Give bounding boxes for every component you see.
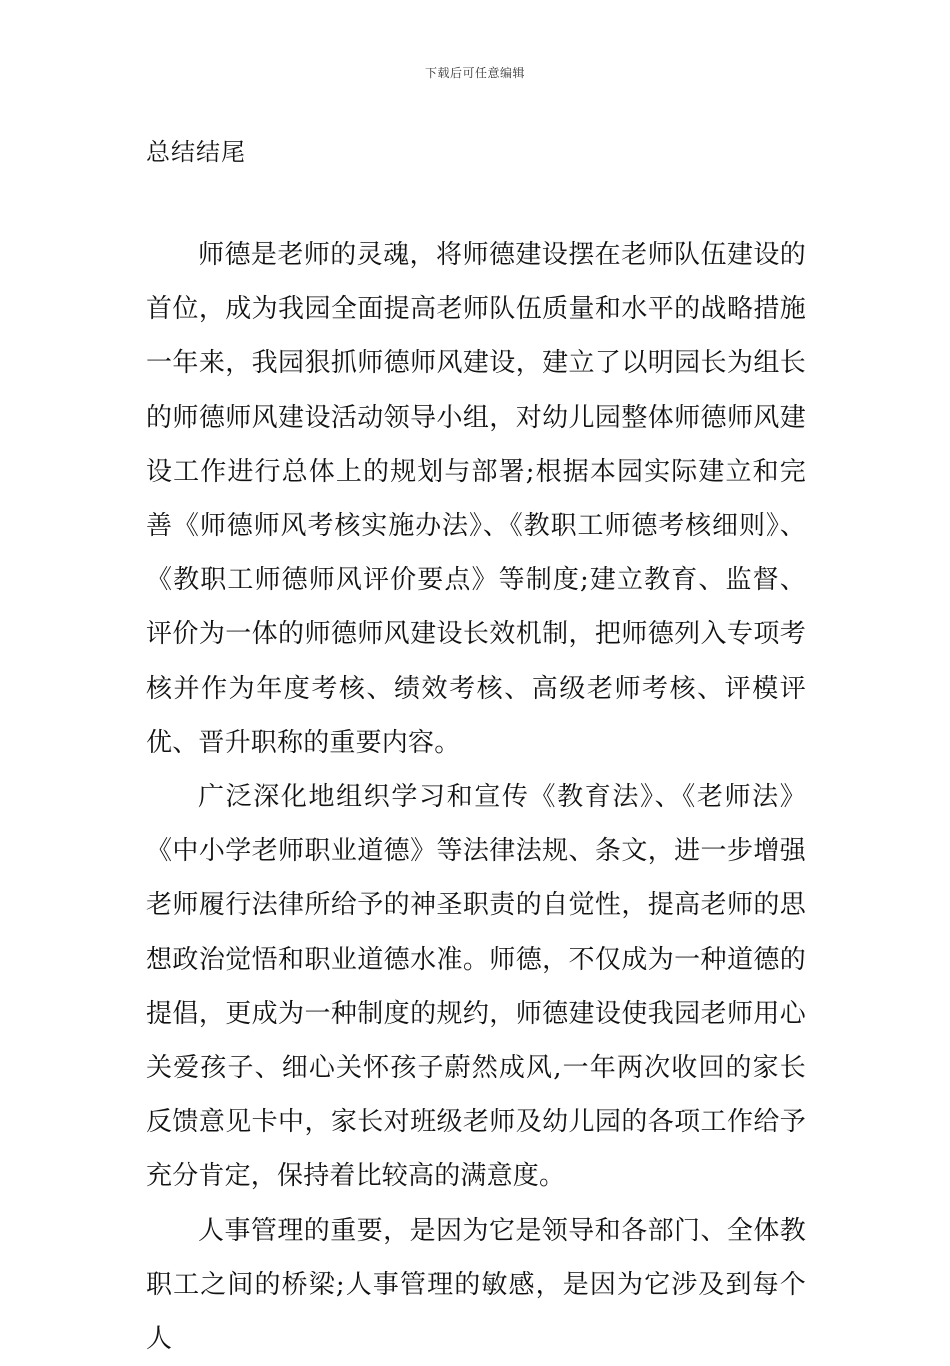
document-body — [146, 228, 806, 1366]
document-title: 总结结尾 — [146, 138, 246, 166]
header-note: 下载后可任意编辑 — [424, 66, 525, 80]
paragraph-teacher-ethics: 师德是老师的灵魂，将师德建设摆在老师队伍建设的首位，成为我园全面提高老师队伍质量和水平的战略措施一年来，我园狠抓师德师风建设，建立了以明园长为组长的师德师风建设活动领导小组，对幼儿园整体师德师风建设工作进行总体上的规划与部署;根据本园实际建立和完善《师德师风考核实施办法》、《教职工师德考核细则》、《教职工师德师风评价要点》等制度;建立教育、监督、评价为一体的师德师风建设长效机制，把师德列入专项考核并作为年度考核、绩效考核、高级老师考核、评模评优、晋升职称的重要内容。 — [146, 240, 806, 758]
paragraph-personnel-management: 人事管理的重要，是因为它是领导和各部门、全体教职工之间的桥梁;人事管理的敏感，是因为它涉及到每个人 — [146, 1215, 806, 1355]
paragraph-law-study: 广泛深化地组织学习和宣传《教育法》、《老师法》《中小学老师职业道德》等法律法规、条文，进一步增强老师履行法律所给予的神圣职责的自觉性，提高老师的思想政治觉悟和职业道德水准。师德，不仅成为一种道德的提倡，更成为一种制度的规约，师德建设使我园老师用心关爱孩子、细心关怀孩子蔚然成风,一年两次收回的家长反馈意见卡中，家长对班级老师及幼儿园的各项工作给予充分肯定，保持着比较高的满意度。 — [146, 782, 806, 1192]
